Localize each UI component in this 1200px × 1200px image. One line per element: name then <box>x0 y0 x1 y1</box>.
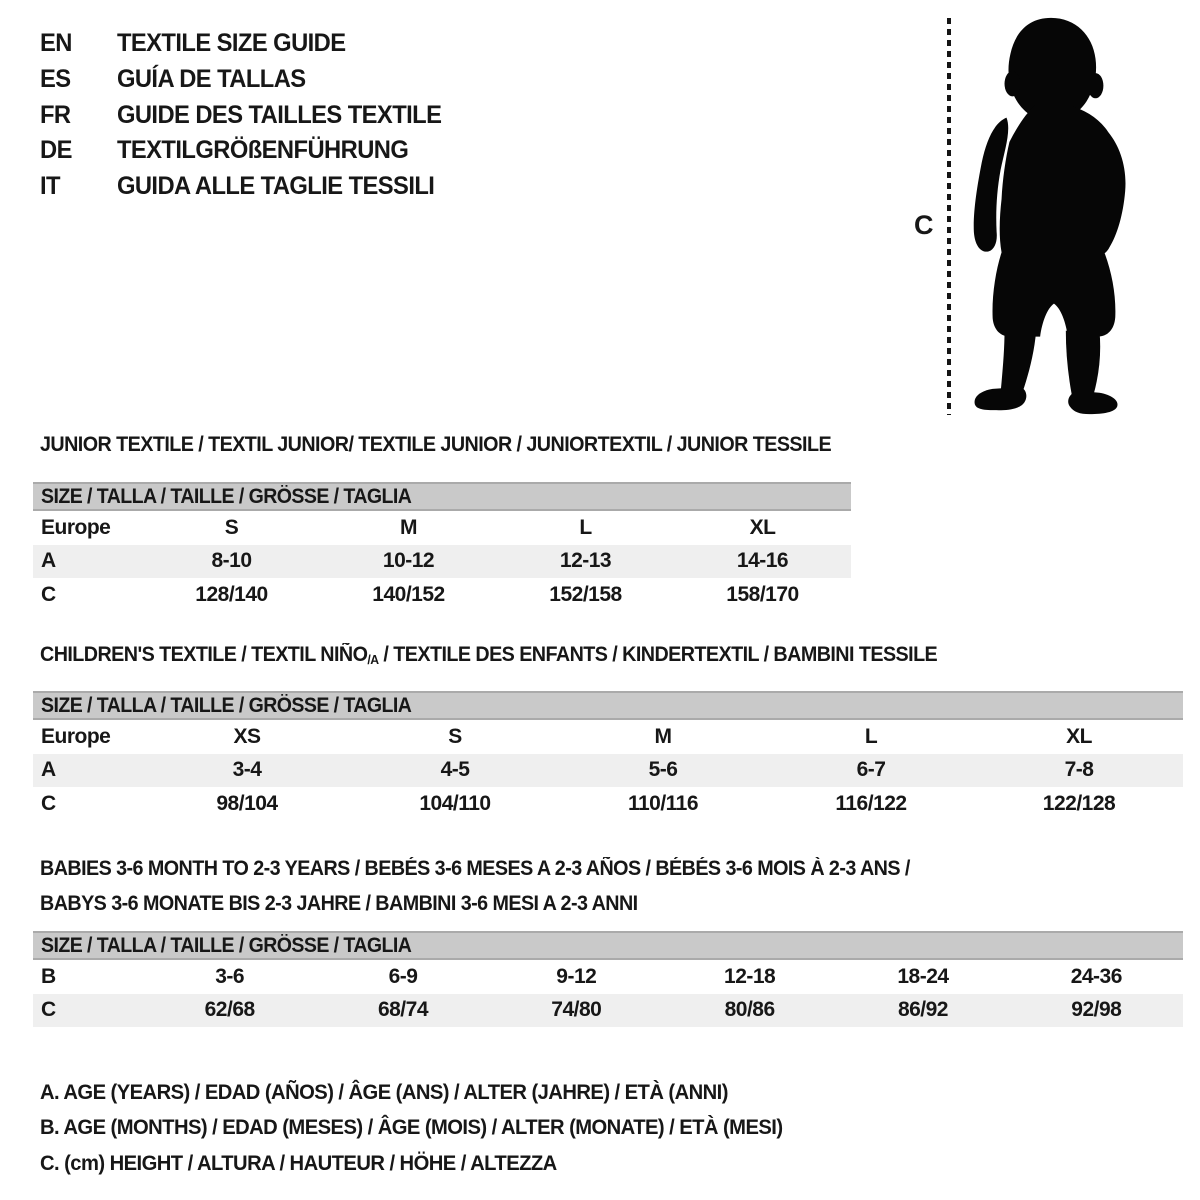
table-cell: 5-6 <box>648 758 678 782</box>
language-title: GUIDA ALLE TAGLIE TESSILI <box>116 172 435 201</box>
table-cell: S <box>224 515 239 539</box>
section-title <box>40 432 832 458</box>
section-title <box>40 642 1114 670</box>
size-header-bar <box>33 482 851 511</box>
table-cell: 24-36 <box>1070 964 1122 988</box>
table-row <box>33 720 1183 754</box>
size-table <box>33 691 1183 821</box>
size-header-bar <box>33 691 1183 720</box>
table-cell: 8-10 <box>211 549 252 573</box>
table-cell: 9-12 <box>556 964 597 988</box>
row-label: Europe <box>41 724 111 748</box>
section-title-line <box>40 886 1114 921</box>
title-segment: BABIES 3-6 MONTH TO 2-3 YEARS / BEBÉS 3-6 MESES A 2-3 AÑOS / BÉBÉS 3-6 MOIS À 2-3 ANS / <box>40 857 910 880</box>
section-junior <box>33 432 851 612</box>
table-cell: 10-12 <box>382 549 435 573</box>
size-table <box>33 931 1183 1027</box>
table-cell: 140/152 <box>372 582 445 606</box>
language-code: IT <box>40 172 60 201</box>
table-cell: 74/80 <box>551 998 602 1022</box>
language-title: GUÍA DE TALLAS <box>116 65 306 94</box>
language-title: GUIDE DES TAILLES TEXTILE <box>116 100 442 129</box>
row-label: C <box>41 998 56 1022</box>
table-cell: 122/128 <box>1042 791 1116 815</box>
section-title-line <box>40 851 1114 886</box>
table-cell: M <box>400 515 417 539</box>
size-header-label: SIZE / TALLA / TAILLE / GRÖSSE / TAGLIA <box>41 693 412 717</box>
title-segment: /A <box>367 652 379 668</box>
language-code: ES <box>40 65 71 94</box>
language-title-list <box>40 26 463 204</box>
section-title <box>40 851 1114 921</box>
height-measure-line <box>947 18 951 415</box>
table-cell: M <box>654 724 672 748</box>
size-header-label: SIZE / TALLA / TAILLE / GRÖSSE / TAGLIA <box>41 933 412 957</box>
row-label: C <box>41 582 56 606</box>
table-cell: 3-6 <box>215 964 245 988</box>
section-title-line <box>40 642 1114 670</box>
section-babies <box>33 851 1183 1027</box>
section-title-line <box>40 432 832 458</box>
table-cell: 104/110 <box>419 791 491 815</box>
table-cell: 80/86 <box>724 998 775 1022</box>
height-measure-label: C <box>914 210 934 240</box>
toddler-silhouette-icon <box>963 15 1139 417</box>
legend-line: C. (cm) HEIGHT / ALTURA / HAUTEUR / HÖHE / ALTEZZA <box>40 1150 557 1175</box>
table-cell: XL <box>1066 724 1092 748</box>
language-code: EN <box>40 29 72 58</box>
table-cell: 6-9 <box>388 964 418 988</box>
table-cell: 14-16 <box>736 549 789 573</box>
table-cell: 12-13 <box>559 549 612 573</box>
language-title: TEXTILE SIZE GUIDE <box>116 29 346 58</box>
table-row <box>33 511 851 545</box>
table-cell: L <box>864 724 878 748</box>
row-label: B <box>41 964 56 988</box>
table-row <box>33 787 1183 821</box>
table-cell: 3-4 <box>232 758 262 782</box>
language-row <box>40 26 441 62</box>
table-cell: 110/116 <box>627 791 699 815</box>
table-cell: 128/140 <box>195 582 268 606</box>
legend <box>40 1075 830 1181</box>
table-cell: L <box>579 515 592 539</box>
table-cell: 6-7 <box>856 758 886 782</box>
table-cell: 98/104 <box>216 791 278 815</box>
table-cell: 62/68 <box>204 998 255 1022</box>
table-cell: 68/74 <box>377 998 429 1022</box>
language-row <box>40 169 441 205</box>
table-row <box>33 994 1183 1028</box>
table-cell: S <box>448 724 462 748</box>
table-cell: XS <box>233 724 261 748</box>
table-cell: 7-8 <box>1064 758 1094 782</box>
table-row <box>33 960 1183 994</box>
language-title: TEXTILGRÖßENFÜHRUNG <box>116 136 409 165</box>
table-cell: 92/98 <box>1071 998 1122 1022</box>
language-code: DE <box>40 136 72 165</box>
table-cell: XL <box>749 515 776 539</box>
row-label: A <box>41 758 56 782</box>
language-row <box>40 133 441 169</box>
size-table <box>33 482 851 612</box>
size-header-label: SIZE / TALLA / TAILLE / GRÖSSE / TAGLIA <box>41 484 412 508</box>
table-cell: 18-24 <box>897 964 949 988</box>
table-row <box>33 545 851 579</box>
table-cell: 4-5 <box>440 758 470 782</box>
legend-line: A. AGE (YEARS) / EDAD (AÑOS) / ÂGE (ANS) / ALTER (JAHRE) / ETÀ (ANNI) <box>40 1080 728 1105</box>
row-label: A <box>41 549 56 573</box>
size-header-bar <box>33 931 1183 960</box>
language-row <box>40 62 441 98</box>
section-children <box>33 642 1183 821</box>
table-row <box>33 578 851 612</box>
table-row <box>33 754 1183 788</box>
language-row <box>40 97 441 133</box>
table-cell: 12-18 <box>724 964 776 988</box>
table-cell: 158/170 <box>726 582 799 606</box>
row-label: Europe <box>41 515 111 539</box>
title-segment: JUNIOR TEXTILE / TEXTIL JUNIOR/ TEXTILE JUNIOR / JUNIORTEXTIL / JUNIOR TESSILE <box>40 433 832 456</box>
table-cell: 116/122 <box>835 791 907 815</box>
table-cell: 152/158 <box>549 582 622 606</box>
legend-line: B. AGE (MONTHS) / EDAD (MESES) / ÂGE (MOIS) / ALTER (MONATE) / ETÀ (MESI) <box>40 1115 783 1140</box>
title-segment: BABYS 3-6 MONATE BIS 2-3 JAHRE / BAMBINI 3-6 MESI A 2-3 ANNI <box>40 892 638 915</box>
table-cell: 86/92 <box>897 998 948 1022</box>
title-segment: / TEXTILE DES ENFANTS / KINDERTEXTIL / BAMBINI TESSILE <box>378 643 938 666</box>
language-code: FR <box>40 100 71 129</box>
row-label: C <box>41 791 56 815</box>
title-segment: CHILDREN'S TEXTILE / TEXTIL NIÑO <box>40 643 368 666</box>
